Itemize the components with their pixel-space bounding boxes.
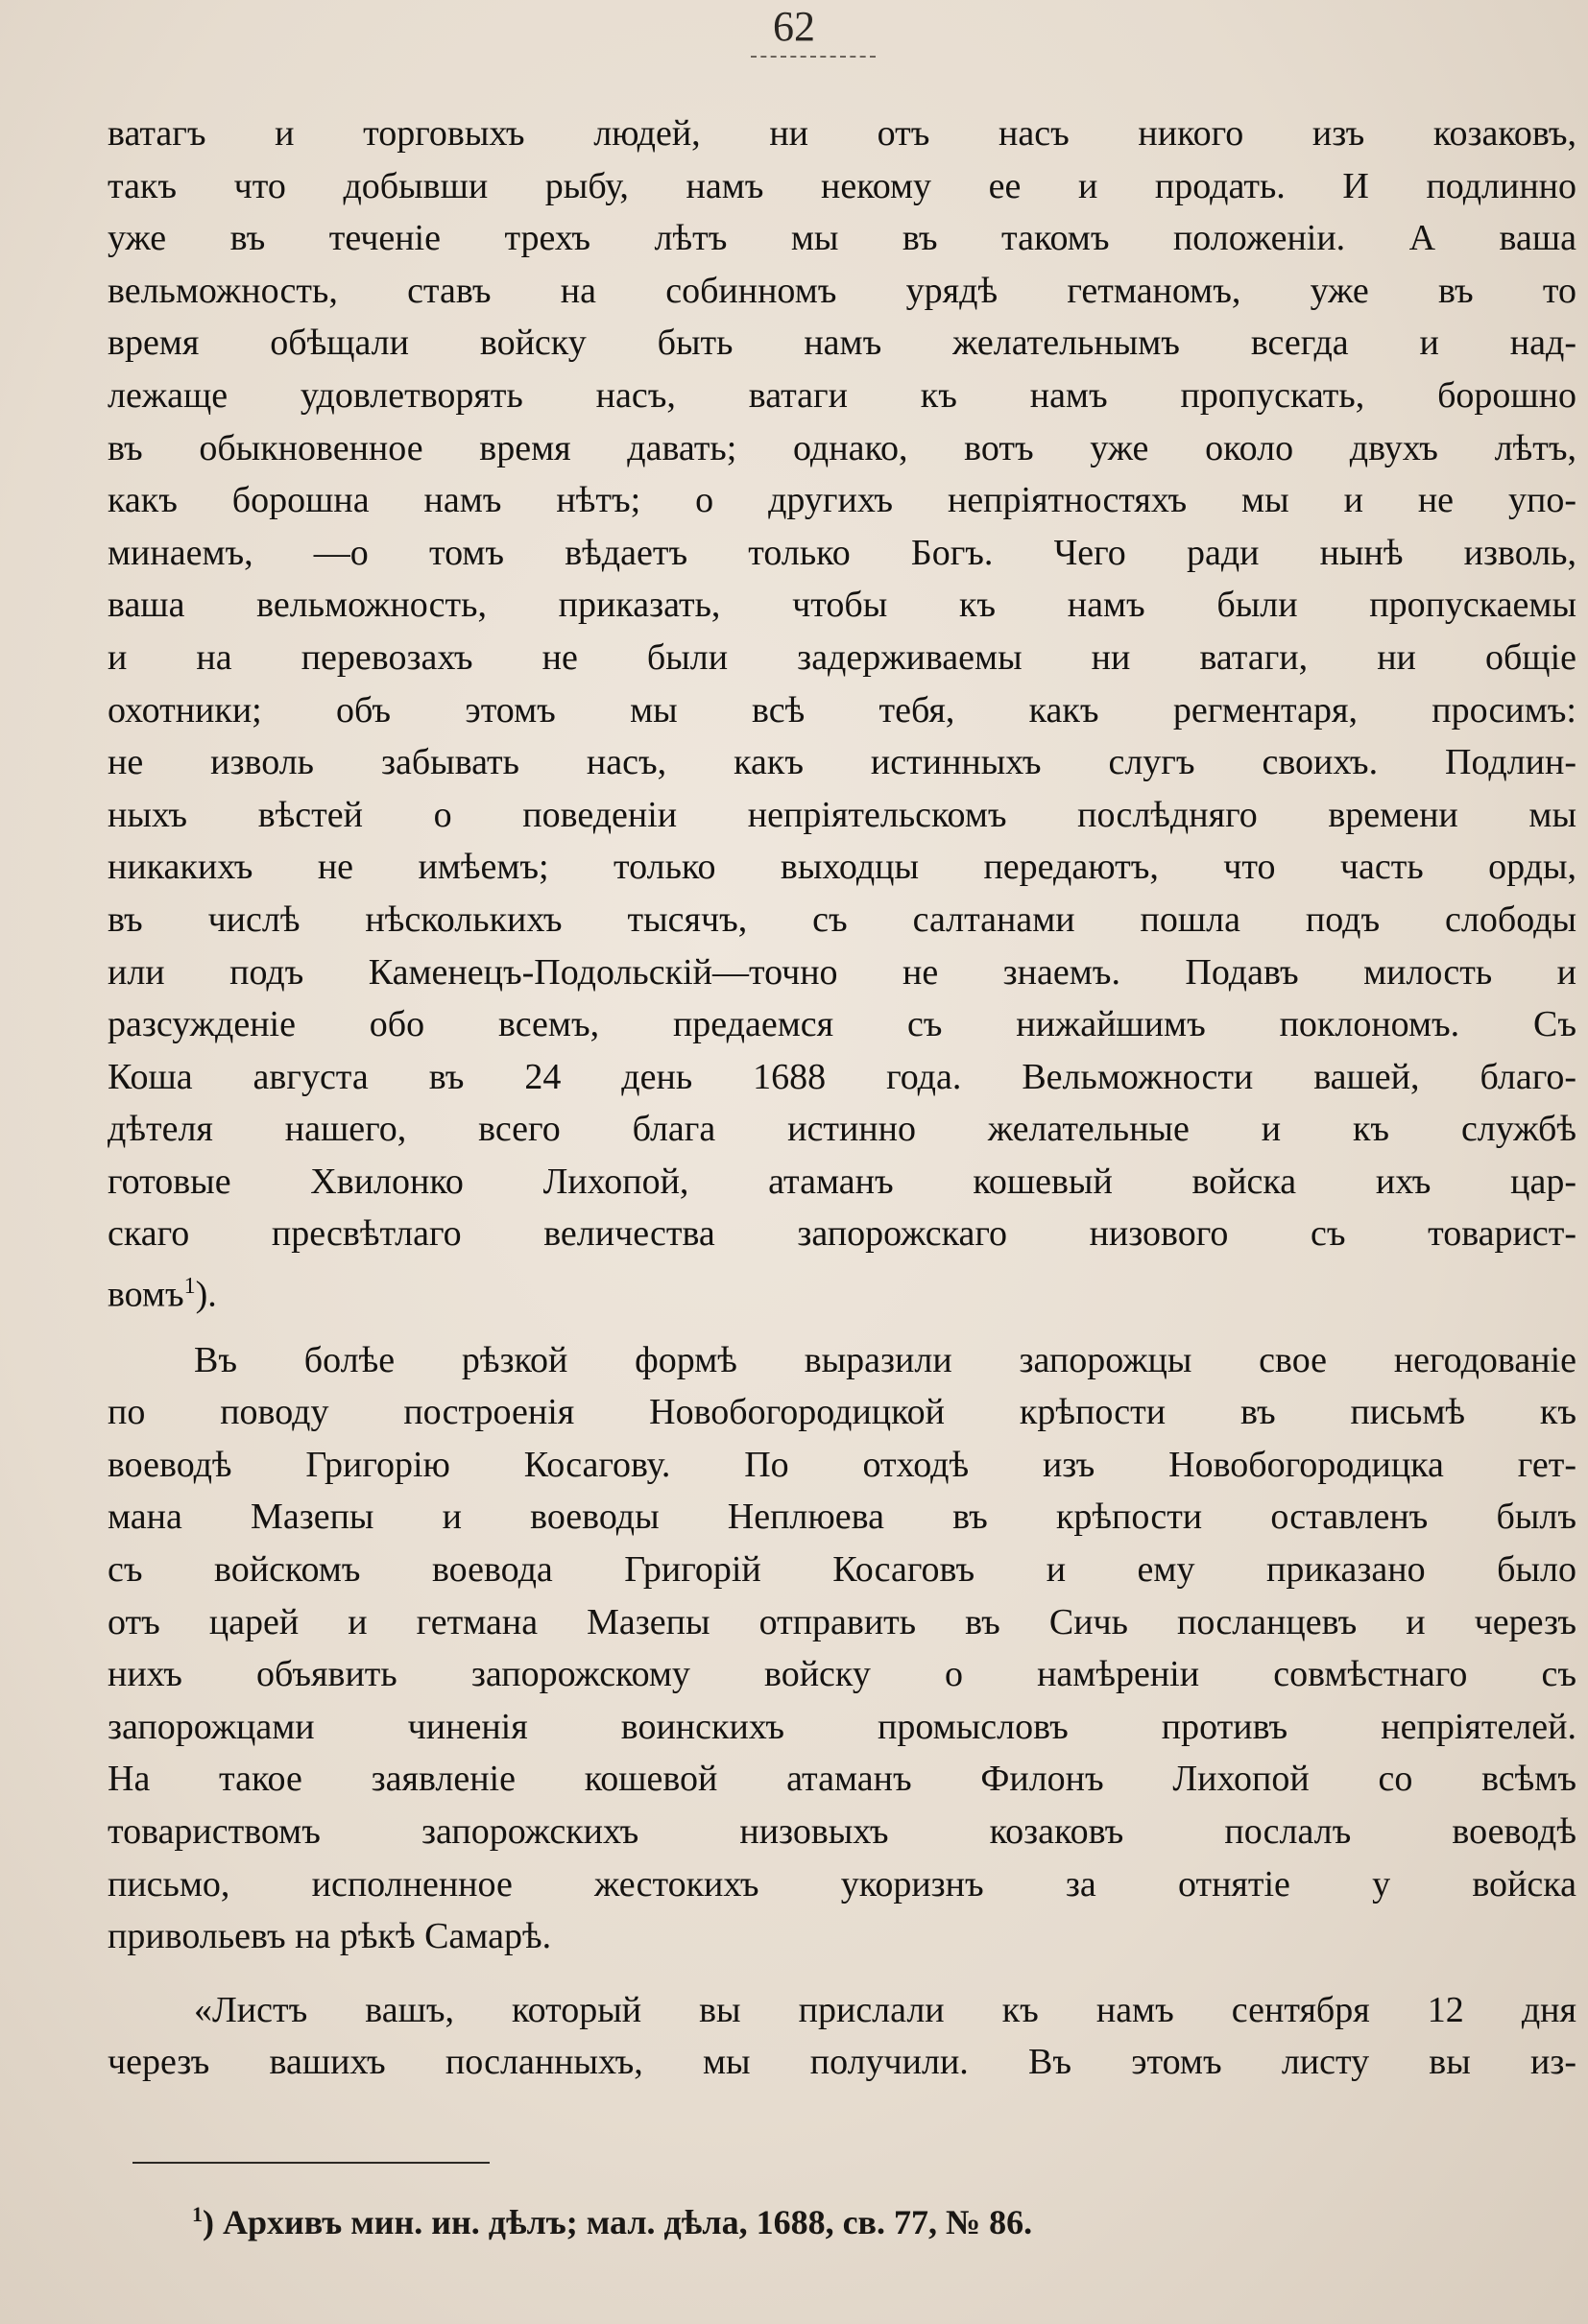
text-line: письмо, исполненное жестокихъ укоризнъ за отнятіе у войска [108,1863,1576,1905]
text-fragment: ). [195,1274,217,1315]
text-line: запорожцами чиненія воинскихъ промысловъ противъ непріятелей. [108,1706,1576,1747]
text-line: уже въ теченіе трехъ лѣтъ мы въ такомъ положеніи. А ваша [108,218,1576,259]
text-line: скаго пресвѣтлаго величества запорожскаго низового съ товарист- [108,1213,1576,1255]
footnote-rule [132,2162,490,2164]
text-line: разсужденіе обо всемъ, предаемся съ нижайшимъ поклономъ. Съ [108,1004,1576,1045]
text-line: товариствомъ запорожскихъ низовыхъ козаковъ послалъ воеводѣ [108,1811,1576,1852]
text-line: никакихъ не имѣемъ; только выходцы передаютъ, что часть орды, [108,847,1576,888]
text-line: въ числѣ нѣсколькихъ тысячъ, съ салтанами пошла подъ слободы [108,898,1576,940]
paragraph-3 [108,1984,1576,2089]
text-line: черезъ вашихъ посланныхъ, мы получили. Въ этомъ листу вы из- [108,2042,1576,2083]
text-line: нихъ объявить запорожскому войску о намѣреніи совмѣстнаго съ [108,1654,1576,1695]
text-line: въ обыкновенное время давать; однако, вотъ уже около двухъ лѣтъ, [108,427,1576,468]
text-line: лежаще удовлетворять насъ, ватаги къ намъ пропускать, борошно [108,374,1576,416]
text-line: какъ борошна намъ нѣтъ; о другихъ непріятностяхъ мы и не упо- [108,480,1576,521]
text-line: привольевъ на рѣкѣ Самарѣ. [108,1916,552,1957]
text-line [108,1260,1576,1313]
text-line: по поводу построенія Новобогородицкой крѣпости въ письмѣ къ [108,1392,1576,1433]
text-line: «Листъ вашъ, который вы прислали къ намъ сентября 12 дня [194,1989,1576,2030]
text-line: вельможность, ставъ на собинномъ урядѣ гетманомъ, уже въ то [108,270,1576,311]
text-line: ватагъ и торговыхъ людей, ни отъ насъ никого изъ козаковъ, [108,113,1576,154]
footnote-text: ) Архивъ мин. ин. дѣлъ; мал. дѣла, 1688, св. 77, № 86. [203,2203,1033,2241]
footnote-marker: 1 [192,2202,203,2226]
text-line: не изволь забывать насъ, какъ истинныхъ слугъ своихъ. Подлин- [108,742,1576,783]
text-line: ваша вельможность, приказать, чтобы къ намъ были пропускаемы [108,585,1576,626]
footnote-reference: 1 [183,1274,196,1300]
text-line: Коша августа въ 24 день 1688 года. Вельможности вашей, благо- [108,1056,1576,1097]
text-line: воеводѣ Григорію Косагову. По отходѣ изъ Новобогородицка гет- [108,1444,1576,1485]
page-number: 62 [773,3,815,50]
text-line: дѣтеля нашего, всего блага истинно желательные и къ службѣ [108,1109,1576,1150]
text-fragment: вомъ [108,1274,184,1315]
text-line: охотники; объ этомъ мы всѣ тебя, какъ регментаря, просимъ: [108,689,1576,731]
footnote [192,2202,1032,2242]
text-line: мана Мазепы и воеводы Неплюева въ крѣпости оставленъ былъ [108,1497,1576,1538]
text-line: съ войскомъ воевода Григорій Косаговъ и ему приказано было [108,1549,1576,1591]
body-text [108,108,1576,2089]
text-line: На такое заявленіе кошевой атаманъ Филонъ Лихопой со всѣмъ [108,1759,1576,1800]
paragraph-2 [108,1334,1576,1963]
text-line: такъ что добывши рыбу, намъ некому ее и продать. И подлинно [108,165,1576,206]
text-line: Въ болѣе рѣзкой формѣ выразили запорожцы свое негодованіе [194,1339,1576,1380]
text-line: отъ царей и гетмана Мазепы отправить въ Сичь посланцевъ и черезъ [108,1601,1576,1642]
text-line: готовые Хвилонко Лихопой, атаманъ кошевый войска ихъ цар- [108,1161,1576,1202]
text-line: и на перевозахъ не были задерживаемы ни ватаги, ни общіе [108,636,1576,678]
text-line: время обѣщали войску быть намъ желательнымъ всегда и над- [108,323,1576,364]
paragraph-1 [108,108,1576,1313]
text-line: ныхъ вѣстей о поведеніи непріятельскомъ послѣдняго времени мы [108,794,1576,835]
header-rule [751,56,876,58]
text-line: минаемъ, —о томъ вѣдаетъ только Богъ. Чего ради нынѣ изволь, [108,532,1576,573]
text-line: или подъ Каменецъ-Подольскій—точно не знаемъ. Подавъ милость и [108,951,1576,993]
